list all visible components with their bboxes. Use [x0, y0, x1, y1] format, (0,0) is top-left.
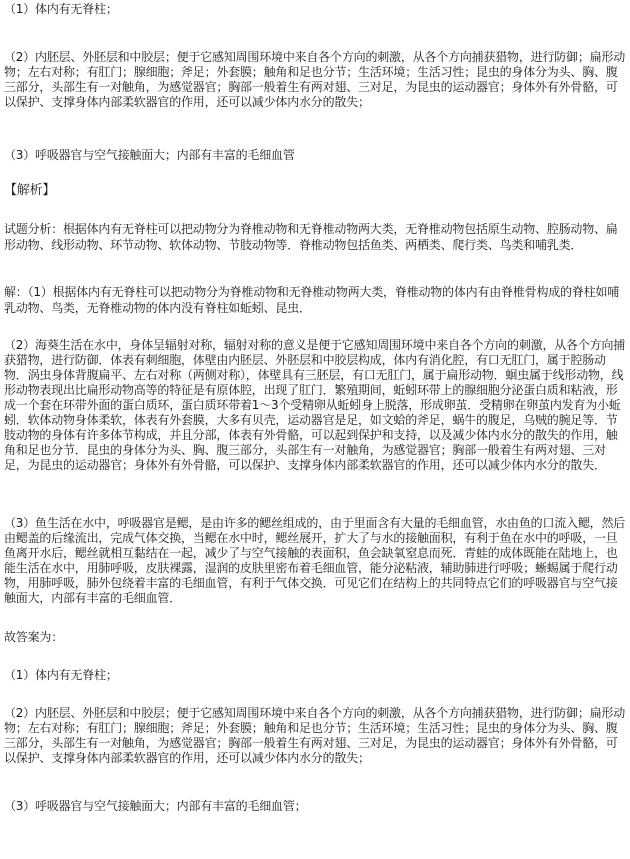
analysis-intro: 试题分析：根据体内有无脊柱可以把动物分为脊椎动物和无脊椎动物两大类，无脊椎动物包括原生动物、腔肠动物、扁形动物、线形动物、环节动物、软体动物、节肢动物等．脊椎动物包括鱼类、两栖类、爬行类、鸟类和哺乳类． — [4, 222, 618, 252]
final-answer-label: 故答案为： — [4, 630, 64, 644]
analysis-heading: 【解析】 — [4, 183, 56, 198]
solution-part-3: （3）鱼生活在水中，呼吸器官是鳃，是由许多的鳃丝组成的，由于里面含有大量的毛细血管，水由鱼的口流入鳃，然后由鳃盖的后缘流出，完成气体交换，当鳃在水中时，鳃丝展开，扩大了与水的接触面积，有利于鱼在水中的呼吸，一旦鱼离开水后，鳃丝就相互黏结在一起，减少了与空气接触的表面积，鱼会缺氧窒息而死．青蛙的成体既能在陆地上，也能生活在水中，用肺呼吸，皮肤裸露，湿润的皮肤里密布着毛细血管，能分泌粘液，辅助肺进行呼吸；蜥蜴属于爬行动物，用肺呼吸，肺外包绕着丰富的毛细血管，有利于气体交换．可见它们在结构上的共同特点它们的呼吸器官与空气接触面大，内部有丰富的毛细血管． — [4, 516, 626, 605]
answer-part-1: （1）体内有无脊柱； — [4, 2, 118, 16]
final-answer-part-1: （1）体内有无脊柱； — [4, 668, 118, 682]
final-answer-part-3: （3）呼吸器官与空气接触面大；内部有丰富的毛细血管； — [4, 799, 307, 813]
answer-part-3: （3）呼吸器官与空气接触面大；内部有丰富的毛细血管 — [4, 148, 295, 162]
answer-part-2: （2）内胚层、外胚层和中胶层；便于它感知周围环境中来自各个方向的刺激，从各个方向捕获猎物，进行防御；扁形动物；左右对称；有肛门；腺细胞；斧足；外套膜；触角和足也分节；生活环境；生活习性；昆虫的身体分为头、胸、腹三部分，头部生有一对触角，为感觉器官；胸部一般着生有两对翅、三对足，为昆虫的运动器官；身体外有外骨骼，可以保护、支撑身体内部柔软器官的作用，还可以减少体内水分的散失； — [4, 50, 626, 109]
solution-part-1: 解：（1）根据体内有无脊柱可以把动物分为脊椎动物和无脊椎动物两大类，脊椎动物的体内有由脊椎骨构成的脊柱如哺乳动物、鸟类，无脊椎动物的体内没有脊柱如蚯蚓、昆虫． — [4, 285, 620, 315]
solution-part-2: （2）海葵生活在水中，身体呈辐射对称，辐射对称的意义是便于它感知周围环境中来自各个方向的刺激，从各个方向捕获猎物，进行防御．体表有刺细胞，体壁由内胚层、外胚层和中胶层构成，体内有消化腔，有口无肛门，属于腔肠动物．涡虫身体背腹扁平、左右对称（两侧对称），体壁具有三胚层，有口无肛门，属于扁形动物．蛔虫属于线形动物，线形动物表现出比扁形动物高等的特征是有原体腔，出现了肛门．繁殖期间，蚯蚓环带上的腺细胞分泌蛋白质和粘液，形成一个套在环带外面的蛋白质环，蛋白质环带着1～3个受精卵从蚯蚓身上脱落，形成卵茧．受精卵在卵茧内发育为小蚯蚓．软体动物身体柔软，体表有外套膜，大多有贝壳，运动器官是足，如文蛤的斧足，蜗牛的腹足，乌贼的腕足等．节肢动物的身体有许多体节构成，并且分部，体表有外骨骼，可以起到保护和支持，以及减少体内水分的散失的作用，触角和足也分节．昆虫的身体分为头、胸、腹三部分，头部生有一对触角，为感觉器官；胸部一般着生有两对翅、三对足，为昆虫的运动器官；身体外有外骨骼，可以保护、支撑身体内部柔软器官的作用，还可以减少体内水分的散失． — [4, 338, 626, 472]
final-answer-part-2: （2）内胚层、外胚层和中胶层；便于它感知周围环境中来自各个方向的刺激，从各个方向捕获猎物，进行防御；扁形动物；左右对称；有肛门；腺细胞；斧足；外套膜；触角和足也分节；生活环境；生活习性；昆虫的身体分为头、胸、腹三部分，头部生有一对触角，为感觉器官；胸部一般着生有两对翅、三对足，为昆虫的运动器官；身体外有外骨骼，可以保护、支撑身体内部柔软器官的作用，还可以减少体内水分的散失； — [4, 706, 626, 765]
